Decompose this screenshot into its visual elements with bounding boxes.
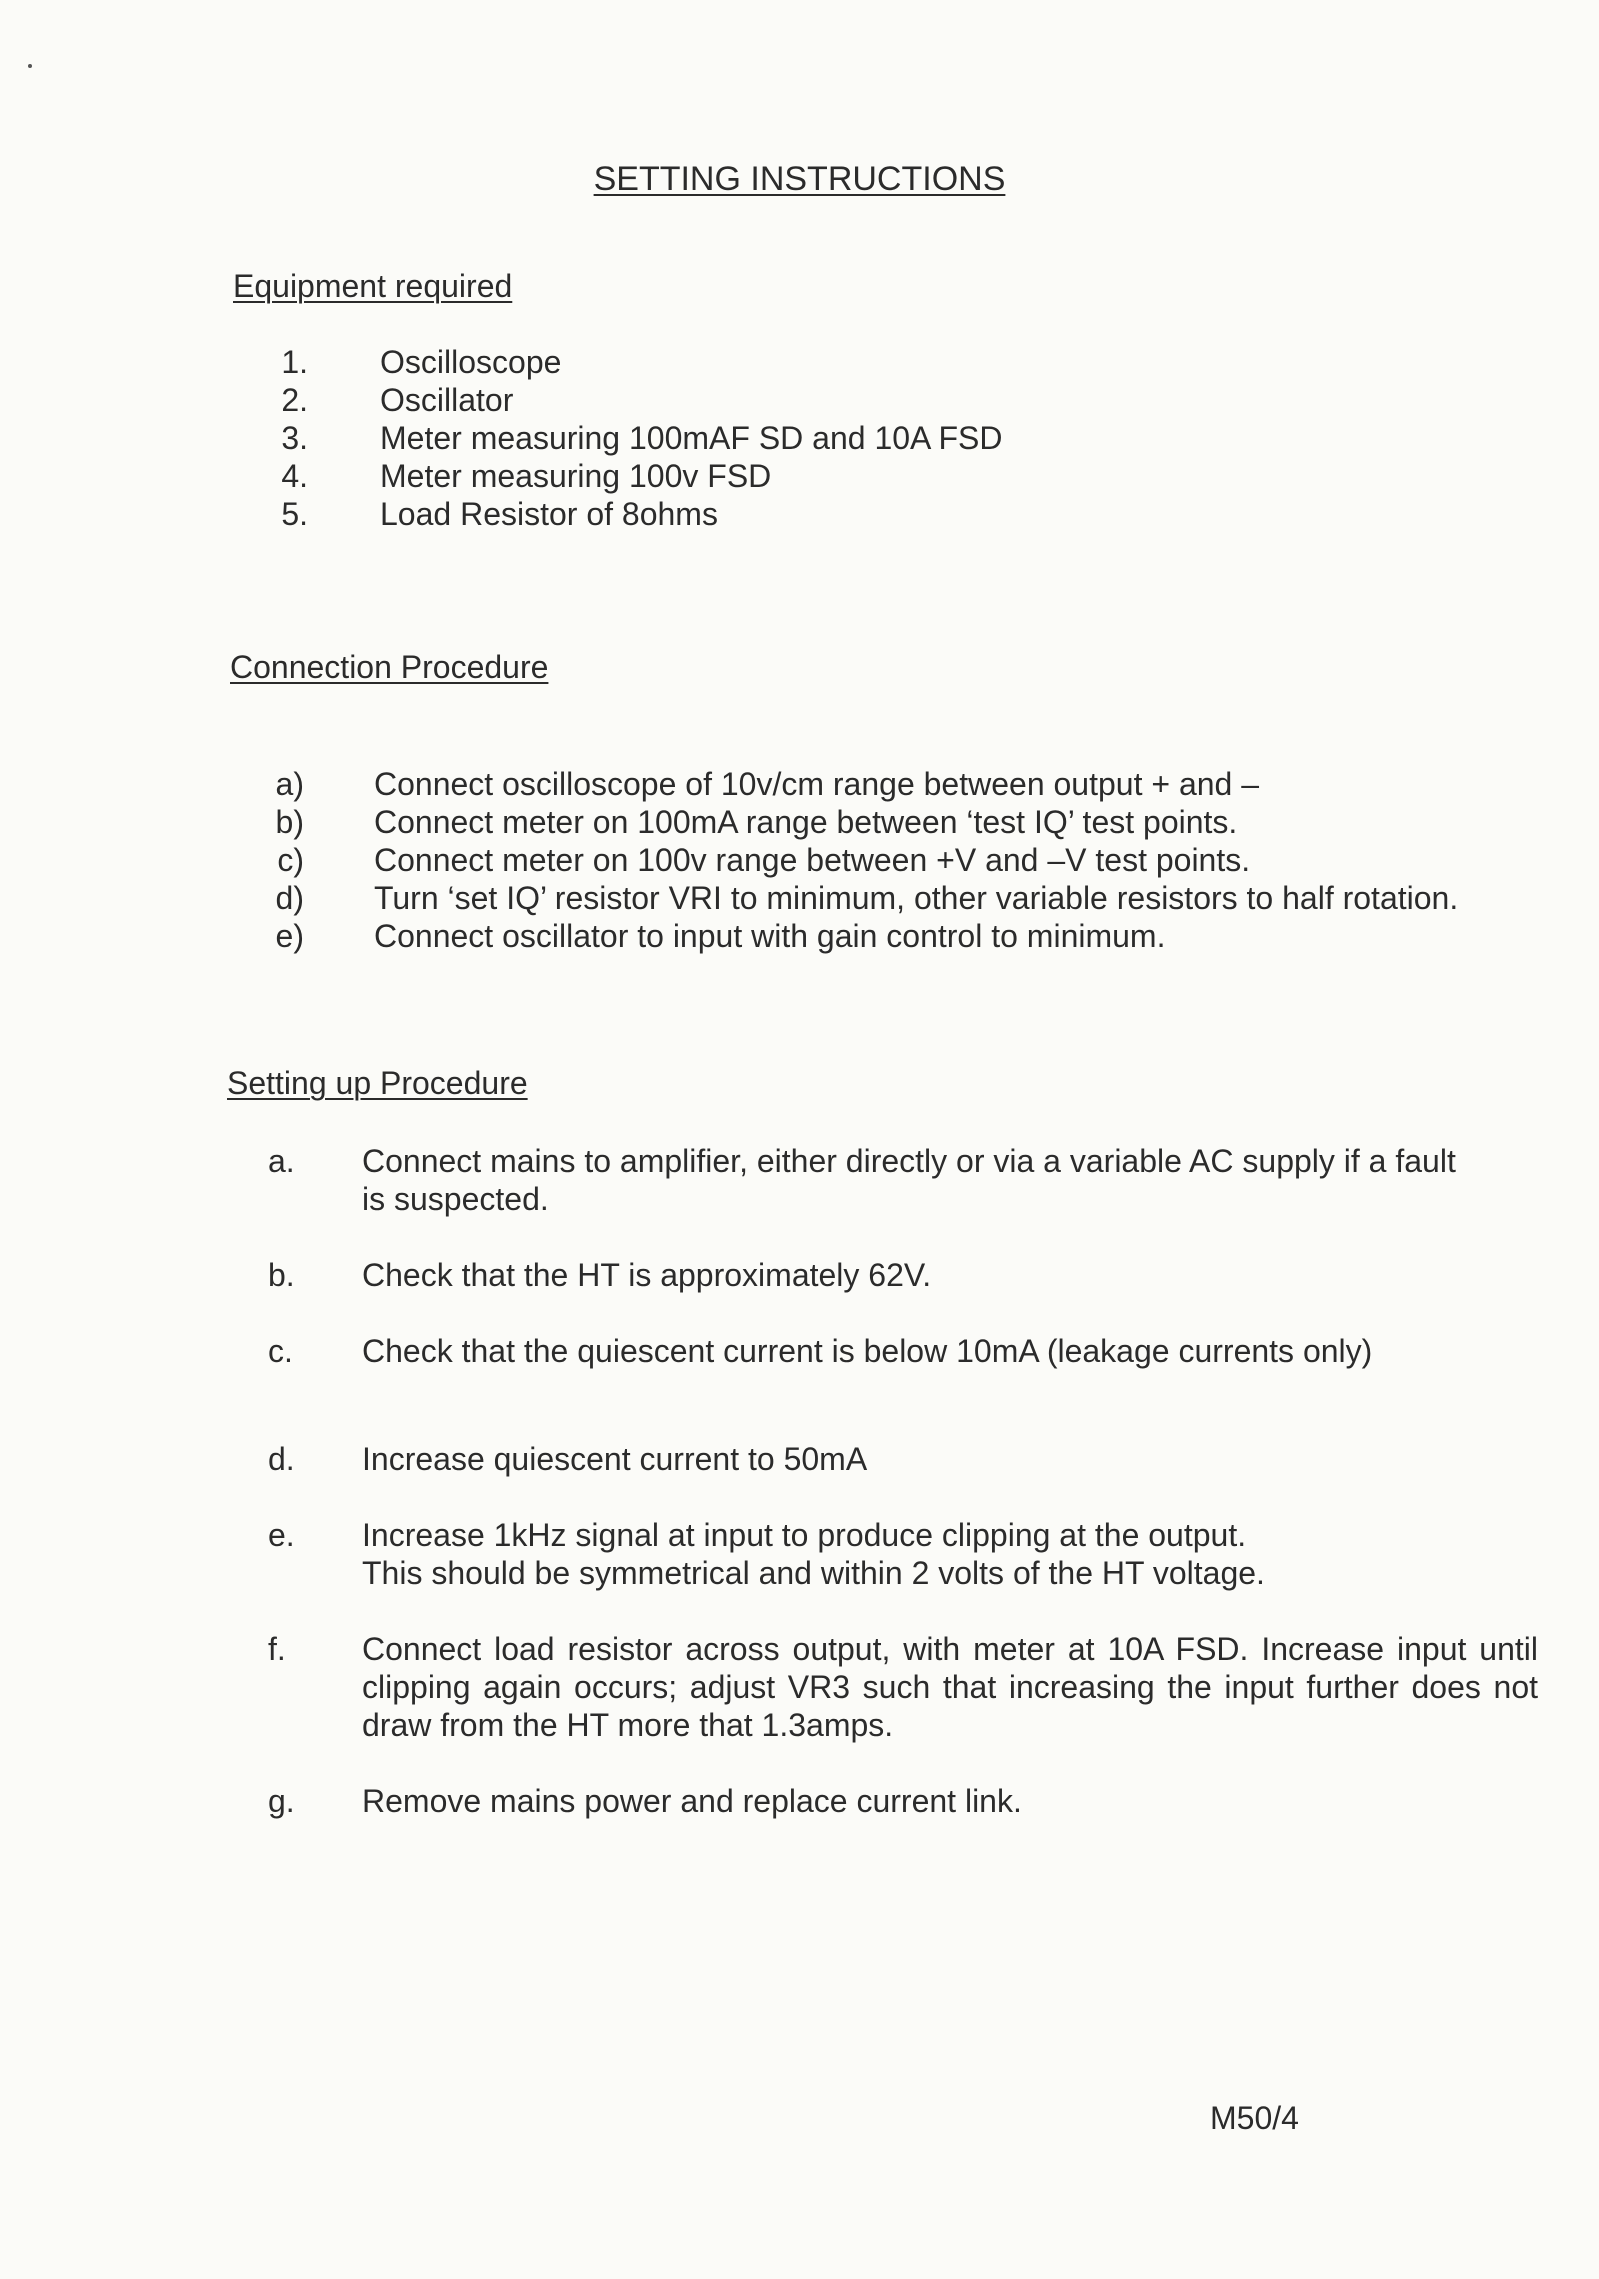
list-item [268, 1516, 1538, 1592]
scan-speck [28, 64, 32, 68]
item-letter: a) [275, 766, 304, 802]
list-item [268, 1630, 1538, 1744]
list-item [268, 803, 1518, 841]
list-item [268, 1256, 1538, 1294]
item-letter: d) [275, 880, 304, 916]
list-item [268, 419, 1168, 457]
item-text-line: This should be symmetrical and within 2 volts of the HT voltage. [362, 1555, 1265, 1591]
item-text: Check that the HT is approximately 62V. [362, 1257, 932, 1293]
document-code: M50/4 [1210, 2100, 1299, 2136]
item-letter: a. [268, 1143, 295, 1179]
item-letter: b. [268, 1257, 295, 1293]
item-text: Oscillator [380, 382, 514, 418]
item-letter: d. [268, 1441, 295, 1477]
item-text: Connect oscillator to input with gain control to minimum. [374, 918, 1166, 954]
item-number: 1. [281, 344, 308, 380]
setup-heading: Setting up Procedure [227, 1065, 528, 1101]
item-text: Connect oscilloscope of 10v/cm range between output + and – [374, 766, 1260, 802]
item-text: Oscilloscope [380, 344, 562, 380]
list-item [268, 1782, 1538, 1820]
setup-list [268, 1142, 1538, 1820]
item-text: Load Resistor of 8ohms [380, 496, 718, 532]
item-number: 2. [281, 382, 308, 418]
equipment-list [268, 343, 1168, 533]
list-item [268, 495, 1168, 533]
item-text [362, 1516, 1538, 1592]
list-item [268, 841, 1518, 879]
item-letter: f. [268, 1631, 286, 1667]
item-text-line: Increase 1kHz signal at input to produce clipping at the output. [362, 1517, 1247, 1553]
list-item [268, 1440, 1538, 1478]
list-item [268, 1142, 1538, 1218]
item-text: Increase quiescent current to 50mA [362, 1441, 868, 1477]
item-number: 3. [281, 420, 308, 456]
item-text: Meter measuring 100v FSD [380, 458, 772, 494]
item-letter: e) [275, 918, 304, 954]
list-item [268, 879, 1518, 917]
item-number: 5. [281, 496, 308, 532]
item-letter: c) [277, 842, 304, 878]
list-item [268, 381, 1168, 419]
item-text: Connect load resistor across output, with meter at 10A FSD. Increase input until clipping again occurs; adjust VR3 such that increasing the input further does not draw from the HT more that 1.3amps. [362, 1631, 1538, 1743]
item-text: Connect meter on 100v range between +V and –V test points. [374, 842, 1251, 878]
list-item [268, 917, 1518, 955]
item-text: Check that the quiescent current is below 10mA (leakage currents only) [362, 1333, 1373, 1369]
connection-heading: Connection Procedure [230, 649, 549, 685]
item-letter: b) [275, 804, 304, 840]
item-letter: c. [268, 1333, 293, 1369]
item-text: Meter measuring 100mAF SD and 10A FSD [380, 420, 1003, 456]
list-item [268, 457, 1168, 495]
item-text: Connect meter on 100mA range between ‘test IQ’ test points. [374, 804, 1238, 840]
item-letter: g. [268, 1783, 295, 1819]
connection-list [268, 765, 1518, 955]
page-title: SETTING INSTRUCTIONS [593, 160, 1006, 198]
equipment-heading: Equipment required [233, 268, 513, 304]
item-text: Turn ‘set IQ’ resistor VRI to minimum, other variable resistors to half rotation. [374, 880, 1459, 916]
list-item [268, 765, 1518, 803]
item-letter: e. [268, 1517, 295, 1553]
list-item [268, 1332, 1538, 1370]
item-text: Connect mains to amplifier, either directly or via a variable AC supply if a fault is suspected. [362, 1143, 1456, 1217]
item-text: Remove mains power and replace current link. [362, 1783, 1022, 1819]
item-number: 4. [281, 458, 308, 494]
list-item [268, 343, 1168, 381]
